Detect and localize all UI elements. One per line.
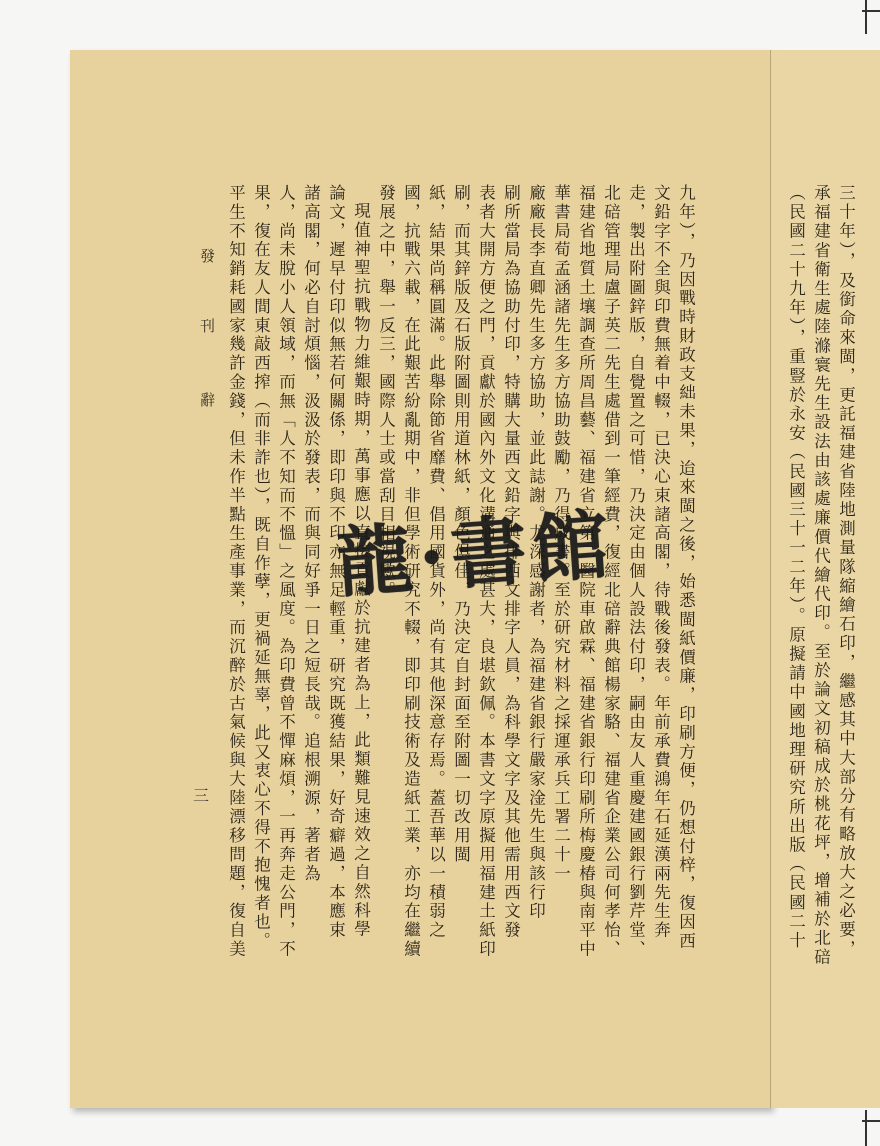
text-column: 九年），乃因戰時財政支絀未果，迨來閩之後，始悉閩紙價廉，印刷方便，仍想付梓，復因西 [676, 184, 696, 951]
text-column: 北碚管理局盧子英二先生處借到一筆經費，復經北碚辭典館楊家駱、福建省企業公司何孝怡、 [601, 184, 621, 959]
clip-mark-vertical [865, 0, 867, 34]
text-column: 走，製出附圖鋅版，自覺置之可惜，乃決定由個人設法付印，嗣由友人重慶建國銀行劉芹堂、 [626, 184, 646, 959]
text-column: 現值神聖抗戰物力維艱時期，萬事應以直接貢獻於抗建者為上，此類難見速效之自然科學 [351, 202, 371, 940]
text-column: 文鉛字不全與印費無着中輟，已決心束諸高閣，待戰後發表。年前承費鴻年石延漢兩先生奔 [651, 184, 671, 940]
running-head-char: 辭 [198, 392, 216, 407]
text-column: 表者大開方便之門，貢獻於國內外文化溝通之處甚大，良堪欽佩。本書文字原擬用福建土紙印 [476, 184, 496, 959]
text-column: 論文，遲早付印似無若何關係，即印與不印亦無足輕重，研究既獲結果，好奇癖過，本應束 [326, 184, 346, 940]
text-column: 刷，而其鋅版及石版附圖則用道林紙，顏色俱佳，乃決定自封面至附圖一切改用閩 [451, 184, 471, 865]
text-column: （民國二十九年），重豎於永安（民國三十一二年）。原擬請中國地理研究所出版（民國二十 [786, 184, 806, 951]
text-column: 國，抗戰六載，在此艱苦紛亂期中，非但學術研究不輟，即印刷技術及造紙工業，亦均在繼續 [401, 184, 421, 959]
running-head-char: 發 [198, 248, 216, 263]
text-column: 三十年），及銜命來閩，更託福建省陸地測量隊縮繪石印，繼感其中大部分有略放大之必要， [836, 184, 856, 959]
text-column: 果，復在友人間東敲西搾（而非詐也），既自作孽，更禍延無辜，此又衷心不得不抱愧者也。 [251, 184, 271, 951]
watermark-text: 龍·書館 [333, 499, 618, 608]
text-column: 人，尚未脫小人領域，而無「人不知而不慍」之風度。為印費曾不憚麻煩，一再奔走公門，不 [276, 184, 296, 959]
text-column: 福建省地質土壤調查所周昌藝、福建省立第二醫院車啟霖、福建省銀行印刷所梅慶椿與南平中 [576, 184, 596, 959]
text-column: 廠廠長李直卿先生多方協助，並此誌謝。尤深感謝者，為福建省銀行嚴家淦先生與該行印 [526, 184, 546, 922]
text-column: 承福建省衛生處陸滌寰先生設法由該處廉價代繪代印。至於論文初稿成於桃花坪，增補於北碚 [811, 184, 831, 968]
running-head-char: 刊 [198, 318, 216, 333]
text-column: 發展之中，舉一反三，國際人士或當刮目相視歟。 [376, 184, 396, 600]
clip-mark-vertical-bottom [865, 1110, 867, 1146]
text-column: 平生不知銷耗國家幾許金錢，但未作半點生產事業，而沉醉於古氣候與大陸漂移問題，復自美 [226, 184, 246, 959]
text-column: 諸高閣，何必自討煩惱，汲汲於發表，而與同好爭一日之短長哉。追根溯源，著者為 [301, 184, 321, 884]
text-column: 華書局荀孟涵諸先生多方協助鼓勵，乃得成書。至於研究材料之採運承兵工署二十一 [551, 184, 571, 884]
text-column: 刷所當局為協助付印，特購大量西文鉛字與排西文排字人員，為科學文字及其他需用西文發 [501, 184, 521, 940]
library-stamp-watermark [333, 483, 630, 613]
text-column: 紙，結果尚稱圓滿。此舉除節省靡費、倡用國貨外，尚有其他深意存焉。蓋吾華以一積弱之 [426, 184, 446, 940]
page-number: 三 [193, 786, 210, 805]
